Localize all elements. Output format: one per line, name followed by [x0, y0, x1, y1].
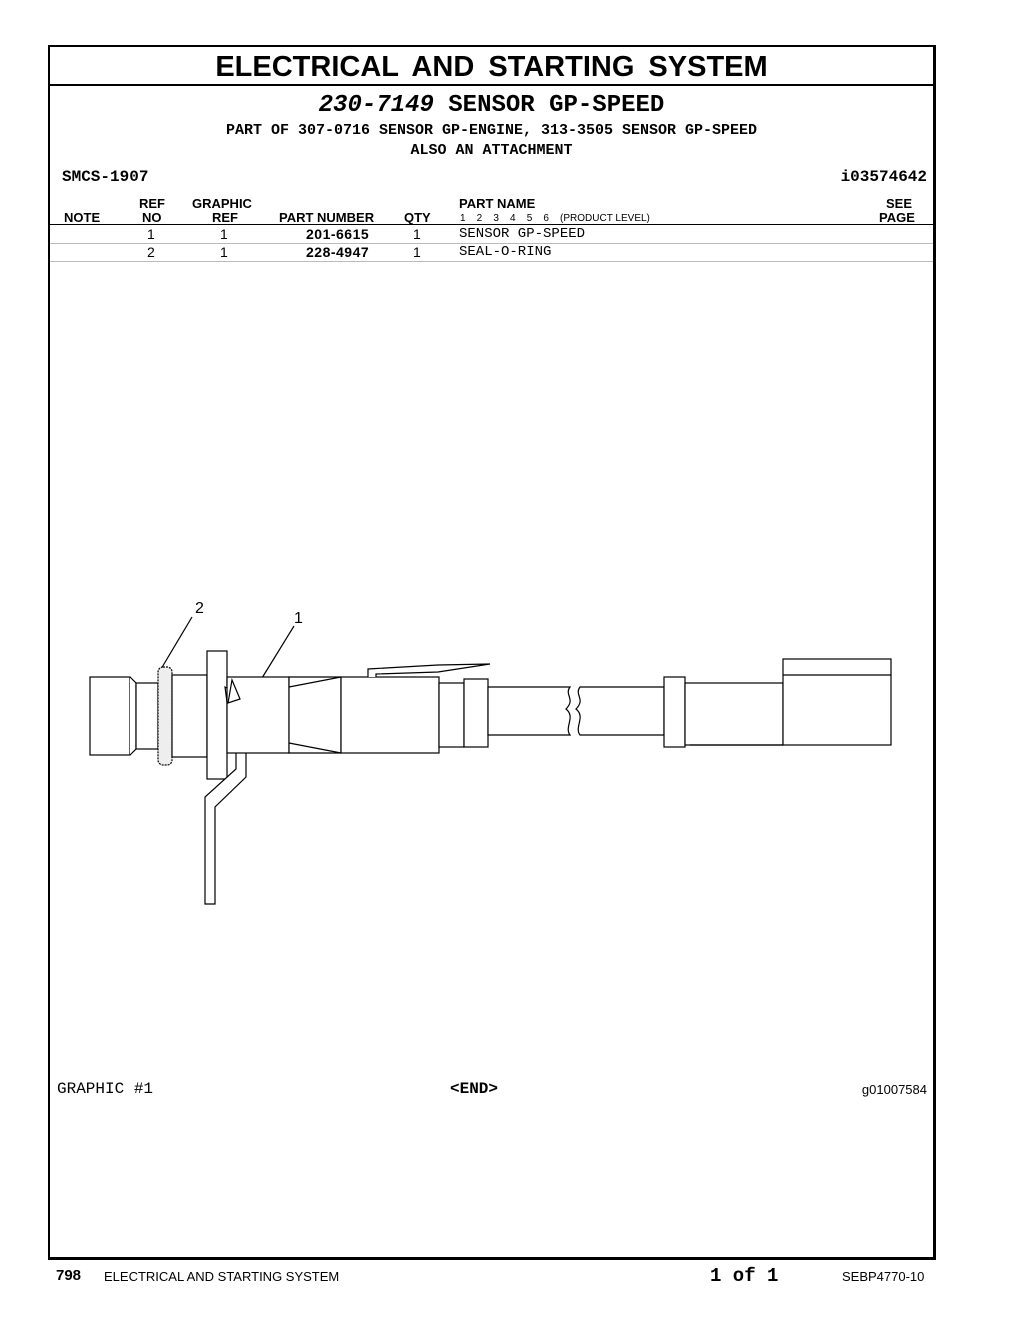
- col-see-top: SEE: [886, 196, 913, 211]
- part-name: SENSOR GP-SPEED: [459, 226, 586, 242]
- col-part-number: PART NUMBER: [279, 210, 375, 225]
- connector-body: [685, 683, 783, 745]
- qty: 1: [413, 244, 421, 260]
- qty: 1: [413, 226, 421, 242]
- part-of-line: PART OF 307-0716 SENSOR GP-ENGINE, 313-3505 SENSOR GP-SPEED: [225, 122, 758, 139]
- col-ref-no-top: REF: [139, 196, 165, 211]
- col-part-name: PART NAME: [459, 196, 536, 211]
- col-graphic-ref-bottom: REF: [212, 210, 238, 225]
- footer-section: ELECTRICAL AND STARTING SYSTEM: [104, 1269, 340, 1284]
- document-id: i03574642: [840, 168, 927, 186]
- section-title: ELECTRICAL AND STARTING SYSTEM: [50, 47, 933, 86]
- col-note: NOTE: [64, 210, 101, 225]
- callout-1: 1: [294, 610, 303, 627]
- attachment-line: ALSO AN ATTACHMENT: [410, 142, 573, 159]
- callout-1-leader: [262, 626, 294, 678]
- col-product-level: 1 2 3 4 5 6 (PRODUCT LEVEL): [460, 213, 650, 224]
- sensor-neck: [227, 677, 289, 753]
- mounting-flange: [207, 651, 227, 779]
- sensor-collar: [172, 675, 207, 757]
- end-marker: <END>: [450, 1080, 499, 1098]
- cable-grommet: [464, 679, 488, 747]
- cable-boot: [439, 683, 464, 747]
- sensor-tip-chamfer: [130, 677, 136, 755]
- threaded-body: [136, 683, 158, 749]
- col-ref-no-bottom: NO: [142, 210, 162, 225]
- graphic-number: g01007584: [861, 1082, 927, 1097]
- document-number: SEBP4770-10: [842, 1269, 925, 1284]
- group-number[interactable]: 230-7149: [318, 92, 434, 119]
- graphic-ref: 1: [220, 226, 228, 242]
- electrical-connector: [783, 659, 891, 745]
- part-number[interactable]: 228-4947: [306, 244, 370, 260]
- page-number: 798: [56, 1267, 82, 1284]
- page-frame: [48, 45, 936, 1260]
- ref-no: 2: [147, 244, 155, 260]
- callout-2: 2: [195, 600, 204, 617]
- col-qty: QTY: [404, 210, 431, 225]
- part-name: SEAL-O-RING: [459, 244, 552, 260]
- ref-no: 1: [147, 226, 155, 242]
- sensor-housing: [341, 677, 439, 753]
- cable-left: [488, 687, 570, 735]
- sensor-tip: [90, 677, 130, 755]
- retaining-clip: [368, 664, 490, 677]
- part-number[interactable]: 201-6615: [306, 226, 370, 242]
- col-graphic-ref-top: GRAPHIC: [192, 196, 252, 211]
- connector-grommet: [664, 677, 685, 747]
- cable-right: [576, 687, 664, 735]
- smcs-code: SMCS-1907: [62, 168, 149, 186]
- graphic-ref: 1: [220, 244, 228, 260]
- callout-2-leader: [161, 617, 192, 669]
- sensor-illustration: [50, 47, 933, 1257]
- graphic-label: GRAPHIC #1: [57, 1080, 154, 1098]
- page-of-count: 1 of 1: [710, 1265, 779, 1287]
- group-name: SENSOR GP-SPEED: [448, 92, 665, 119]
- o-ring-seal: [158, 667, 172, 765]
- col-page-bottom: PAGE: [879, 210, 915, 225]
- taper-body: [289, 677, 341, 753]
